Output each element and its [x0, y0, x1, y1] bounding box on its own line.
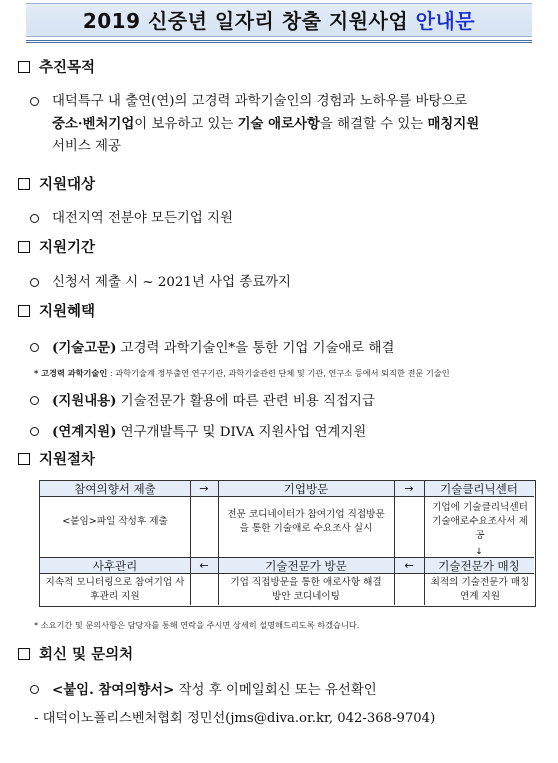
purpose-line-3: 서비스 제공: [52, 139, 121, 154]
heading-contact-label: 회신 및 문의처: [39, 647, 134, 663]
step-header: 기업방문: [218, 481, 394, 497]
procedure-footnote: * 소요기간 및 문의사항은 담당자를 통해 연락을 주시면 상세히 설명해드리도록 하겠습니다.: [34, 620, 360, 630]
arrow-down-icon: ↓: [475, 547, 483, 557]
step-description: 전문 코디네이터가 참여기업 직접방문을 통한 기술애로 수요조사 실시: [227, 509, 385, 534]
heading-target-label: 지원대상: [39, 177, 96, 193]
checkbox-square-icon: [18, 61, 30, 73]
contact-reply-bullet: [30, 679, 540, 702]
benefit-tag: (지원내용): [52, 393, 117, 409]
procedure-flow-table: [39, 480, 536, 607]
heading-period-label: 지원기간: [39, 240, 96, 256]
title-underline: [26, 40, 532, 43]
heading-target: [18, 175, 95, 195]
step-header: 사후관리: [40, 558, 190, 574]
period-text: 신청서 제출 시 ~ 2021년 사업 종료까지: [52, 275, 291, 290]
checkbox-square-icon: [18, 305, 30, 317]
heading-period: [18, 238, 95, 258]
circle-bullet-icon: [30, 343, 39, 352]
heading-purpose-label: 추진목적: [39, 60, 96, 76]
checkbox-square-icon: [18, 178, 30, 190]
heading-purpose: [18, 58, 95, 78]
column-divider: [190, 481, 191, 605]
purpose-end-text: 을 해결할 수 있는: [319, 117, 428, 132]
step-header: 기술클리닉센터: [424, 481, 534, 497]
benefit-text: 고경력 과학기술인*을 통한 기업 기술애로 해결: [116, 341, 395, 356]
arrow-right-icon: →: [394, 481, 424, 497]
checkbox-square-icon: [18, 241, 30, 253]
document-title: [26, 3, 532, 37]
step-description: 지속적 모니터링으로 참여기업 사후관리 지원: [45, 576, 185, 602]
arrow-right-icon: →: [190, 481, 218, 497]
heading-benefits-label: 지원혜택: [39, 304, 96, 320]
purpose-line-1: [52, 91, 540, 113]
benefit-item: [30, 337, 540, 360]
heading-procedure: [18, 450, 95, 470]
column-divider: [424, 481, 425, 605]
benefit-text: 기술전문가 활용에 따른 관련 비용 직접지급: [116, 394, 375, 409]
step-description: 최적의 기술전문가 매칭 연계 지원: [430, 576, 530, 602]
circle-bullet-icon: [30, 214, 39, 223]
purpose-bold-issue: 기술 애로사항: [237, 116, 320, 132]
purpose-bold-company: 중소·벤처기업: [52, 116, 135, 132]
heading-procedure-label: 지원절차: [39, 452, 96, 468]
circle-bullet-icon: [30, 278, 39, 287]
benefit-tag: (연계지원): [52, 424, 117, 440]
reply-text: 작성 후 이메일회신 또는 유선확인: [174, 683, 377, 698]
purpose-bold-matching: 매칭지원: [427, 116, 480, 132]
footnote-text: : 과학기술계 정부출연 연구기관, 과학기술관련 단체 및 기관, 연구소 등에서 퇴직한 전문 기술인: [107, 368, 450, 378]
benefit-footnote: [34, 367, 450, 379]
circle-bullet-icon: [30, 685, 39, 694]
circle-bullet-icon: [30, 97, 39, 106]
heading-contact: [18, 645, 133, 665]
checkbox-square-icon: [18, 453, 30, 465]
period-bullet: [30, 272, 540, 294]
purpose-line-1-text: 대덕특구 내 출연(연)의 고경력 과학기술인의 경험과 노하우를 바탕으로: [52, 94, 468, 109]
arrow-left-icon: ←: [394, 558, 424, 574]
step-header: 참여의향서 제출: [40, 481, 190, 497]
purpose-line-2: [52, 113, 540, 136]
benefit-item: [30, 390, 540, 413]
heading-benefits: [18, 302, 95, 322]
benefit-tag: (기술고문): [52, 340, 117, 356]
column-divider: [394, 481, 395, 605]
step-header: 기술전문가 방문: [218, 558, 394, 574]
contact-info: - 대덕이노폴리스벤처협회 정민선(jms@diva.or.kr, 042-368-9704): [34, 711, 436, 726]
benefit-text: 연구개발특구 및 DIVA 지원사업 연계지원: [116, 425, 367, 440]
title-accent: 안내문: [415, 9, 476, 33]
step-description: 기업 직접방문을 통한 애로사항 해결방안 코디네이팅: [230, 576, 382, 602]
target-text: 대전지역 전분야 모든기업 지원: [52, 211, 233, 226]
target-bullet: [30, 208, 540, 230]
step-description: 기업에 기술클리닉센터 기술애로수요조사서 제공: [432, 502, 528, 541]
title-main: 2019 신중년 일자리 창출 지원사업: [82, 9, 416, 33]
column-divider: [218, 481, 219, 605]
arrow-left-icon: ←: [190, 558, 218, 574]
checkbox-square-icon: [18, 648, 30, 660]
benefit-item: [30, 421, 540, 444]
purpose-mid-text: 이 보유하고 있는: [134, 117, 238, 132]
circle-bullet-icon: [30, 427, 39, 436]
reply-attachment: <붙임. 참여의향서>: [52, 682, 175, 698]
step-description: <붙임>파일 작성후 제출: [62, 516, 168, 527]
circle-bullet-icon: [30, 396, 39, 405]
step-header: 기술전문가 매칭: [424, 558, 534, 574]
footnote-label: * 고경력 과학기술인: [34, 368, 108, 378]
purpose-bullet: [30, 91, 540, 158]
